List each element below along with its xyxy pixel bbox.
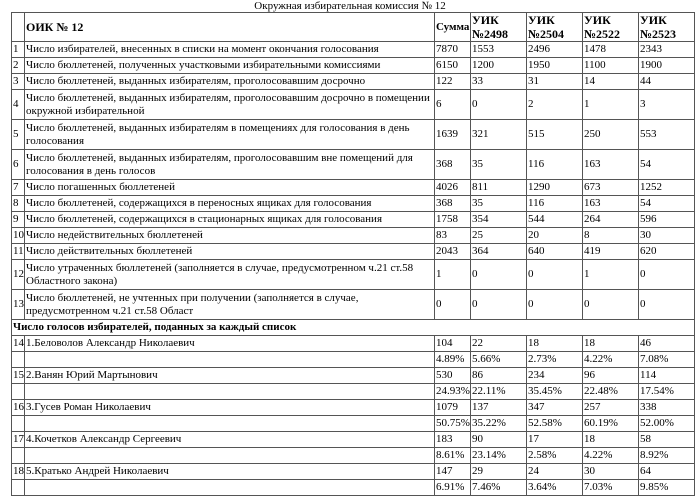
candidate-percent: 60.19% xyxy=(583,416,639,432)
row-sum: 1 xyxy=(435,260,471,290)
candidate-votes: 234 xyxy=(527,368,583,384)
header-num xyxy=(12,13,25,42)
row-label: Число недействительных бюллетеней xyxy=(25,228,435,244)
row-label: Число бюллетеней, полученных участковыми избирательными комиссиями xyxy=(25,58,435,74)
candidate-percent: 52.00% xyxy=(639,416,695,432)
table-row xyxy=(12,90,695,120)
header-sum: Сумма xyxy=(435,13,471,42)
candidate-row xyxy=(12,368,695,384)
candidate-name: 1.Беловолов Александр Николаевич xyxy=(25,336,435,352)
candidate-percent: 7.46% xyxy=(471,480,527,496)
candidate-votes: 30 xyxy=(583,464,639,480)
candidate-percent: 8.92% xyxy=(639,448,695,464)
row-value: 364 xyxy=(471,244,527,260)
row-value: 811 xyxy=(471,180,527,196)
row-number: 12 xyxy=(12,260,25,290)
candidate-votes: 18 xyxy=(527,336,583,352)
row-value: 35 xyxy=(471,150,527,180)
row-number-empty xyxy=(12,416,25,432)
row-number: 14 xyxy=(12,336,25,352)
row-value: 14 xyxy=(583,74,639,90)
row-value: 1 xyxy=(583,260,639,290)
row-value: 419 xyxy=(583,244,639,260)
candidate-name-empty xyxy=(25,448,435,464)
row-value: 25 xyxy=(471,228,527,244)
candidate-row xyxy=(12,400,695,416)
row-number: 11 xyxy=(12,244,25,260)
row-number: 4 xyxy=(12,90,25,120)
table-row xyxy=(12,244,695,260)
candidate-row xyxy=(12,464,695,480)
candidate-percent: 52.58% xyxy=(527,416,583,432)
row-value: 515 xyxy=(527,120,583,150)
candidate-name: 4.Кочетков Александр Сергеевич xyxy=(25,432,435,448)
candidate-votes: 46 xyxy=(639,336,695,352)
candidate-percent-row xyxy=(12,384,695,400)
row-value: 354 xyxy=(471,212,527,228)
row-value: 54 xyxy=(639,196,695,212)
candidate-name: 5.Кратько Андрей Николаевич xyxy=(25,464,435,480)
candidate-name-empty xyxy=(25,480,435,496)
row-number: 17 xyxy=(12,432,25,448)
row-number: 9 xyxy=(12,212,25,228)
page-title: Окружная избирательная комиссия № 12 xyxy=(254,0,446,12)
row-label: Число бюллетеней, выданных избирателям, проголосовавшим вне помещений для голосования в день голосов xyxy=(25,150,435,180)
row-value: 1478 xyxy=(583,42,639,58)
row-number: 3 xyxy=(12,74,25,90)
candidate-percent: 22.48% xyxy=(583,384,639,400)
table-row xyxy=(12,228,695,244)
header-uik: УИК №2504 xyxy=(527,13,583,42)
candidate-percent: 9.85% xyxy=(639,480,695,496)
candidate-votes: 338 xyxy=(639,400,695,416)
candidate-percent: 35.45% xyxy=(527,384,583,400)
candidate-sum-percent: 4.89% xyxy=(435,352,471,368)
row-number-empty xyxy=(12,480,25,496)
row-label: Число действительных бюллетеней xyxy=(25,244,435,260)
candidate-percent-row xyxy=(12,480,695,496)
candidate-percent-row xyxy=(12,416,695,432)
candidate-percent: 5.66% xyxy=(471,352,527,368)
candidate-percent: 4.22% xyxy=(583,448,639,464)
candidate-percent-row xyxy=(12,352,695,368)
row-number-empty xyxy=(12,448,25,464)
header-uik: УИК №2523 xyxy=(639,13,695,42)
row-value: 2343 xyxy=(639,42,695,58)
results-table xyxy=(11,12,695,496)
candidate-row xyxy=(12,336,695,352)
header-uik: УИК №2522 xyxy=(583,13,639,42)
candidate-sum: 1079 xyxy=(435,400,471,416)
candidate-sum: 104 xyxy=(435,336,471,352)
row-number: 15 xyxy=(12,368,25,384)
row-value: 8 xyxy=(583,228,639,244)
table-row xyxy=(12,42,695,58)
row-label: Число бюллетеней, выданных избирателям, проголосовавшим досрочно в помещении окружной избирательной xyxy=(25,90,435,120)
row-value: 250 xyxy=(583,120,639,150)
candidate-votes: 90 xyxy=(471,432,527,448)
row-value: 35 xyxy=(471,196,527,212)
candidate-name: 3.Гусев Роман Николаевич xyxy=(25,400,435,416)
row-sum: 2043 xyxy=(435,244,471,260)
row-value: 163 xyxy=(583,196,639,212)
candidate-name-empty xyxy=(25,384,435,400)
candidate-percent-row xyxy=(12,448,695,464)
table-row xyxy=(12,180,695,196)
row-value: 116 xyxy=(527,150,583,180)
table-row xyxy=(12,290,695,320)
row-value: 0 xyxy=(639,290,695,320)
row-label: Число бюллетеней, выданных избирателям в помещениях для голосования в день голосования xyxy=(25,120,435,150)
candidate-name-empty xyxy=(25,416,435,432)
header-uik: УИК №2498 xyxy=(471,13,527,42)
candidate-row xyxy=(12,432,695,448)
candidate-sum: 183 xyxy=(435,432,471,448)
row-value: 596 xyxy=(639,212,695,228)
table-row xyxy=(12,150,695,180)
table-row xyxy=(12,196,695,212)
table-row xyxy=(12,58,695,74)
row-number: 7 xyxy=(12,180,25,196)
row-number-empty xyxy=(12,352,25,368)
row-value: 3 xyxy=(639,90,695,120)
candidate-percent: 4.22% xyxy=(583,352,639,368)
candidate-sum-percent: 24.93% xyxy=(435,384,471,400)
row-number: 16 xyxy=(12,400,25,416)
candidate-percent: 2.58% xyxy=(527,448,583,464)
row-number: 13 xyxy=(12,290,25,320)
candidate-votes: 64 xyxy=(639,464,695,480)
candidate-percent: 7.08% xyxy=(639,352,695,368)
row-sum: 6150 xyxy=(435,58,471,74)
row-value: 1100 xyxy=(583,58,639,74)
row-sum: 368 xyxy=(435,196,471,212)
candidate-percent: 2.73% xyxy=(527,352,583,368)
candidate-votes: 137 xyxy=(471,400,527,416)
row-label: Число бюллетеней, не учтенных при получении (заполняется в случае, предусмотренном ч.21 ст.58 Област xyxy=(25,290,435,320)
candidate-votes: 18 xyxy=(583,432,639,448)
row-label: Число бюллетеней, выданных избирателям, проголосовавшим досрочно xyxy=(25,74,435,90)
candidate-votes: 29 xyxy=(471,464,527,480)
row-value: 640 xyxy=(527,244,583,260)
candidate-sum-percent: 8.61% xyxy=(435,448,471,464)
candidate-votes: 86 xyxy=(471,368,527,384)
candidate-sum: 530 xyxy=(435,368,471,384)
candidate-votes: 24 xyxy=(527,464,583,480)
row-value: 0 xyxy=(471,90,527,120)
row-value: 54 xyxy=(639,150,695,180)
candidate-sum-percent: 50.75% xyxy=(435,416,471,432)
row-value: 20 xyxy=(527,228,583,244)
row-sum: 1758 xyxy=(435,212,471,228)
row-value: 44 xyxy=(639,74,695,90)
row-sum: 7870 xyxy=(435,42,471,58)
row-number: 10 xyxy=(12,228,25,244)
row-sum: 4026 xyxy=(435,180,471,196)
candidate-name-empty xyxy=(25,352,435,368)
row-label: Число избирателей, внесенных в списки на момент окончания голосования xyxy=(25,42,435,58)
row-number: 8 xyxy=(12,196,25,212)
row-value: 620 xyxy=(639,244,695,260)
row-value: 264 xyxy=(583,212,639,228)
row-value: 553 xyxy=(639,120,695,150)
row-value: 0 xyxy=(471,290,527,320)
candidate-name: 2.Ванян Юрий Мартынович xyxy=(25,368,435,384)
candidate-votes: 58 xyxy=(639,432,695,448)
row-sum: 0 xyxy=(435,290,471,320)
row-number: 6 xyxy=(12,150,25,180)
row-label: Число утраченных бюллетеней (заполняется в случае, предусмотренном ч.21 ст.58 Областного закона) xyxy=(25,260,435,290)
row-value: 0 xyxy=(583,290,639,320)
row-value: 31 xyxy=(527,74,583,90)
table-row xyxy=(12,120,695,150)
row-value: 1950 xyxy=(527,58,583,74)
header-oik: ОИК № 12 xyxy=(25,13,435,42)
candidate-votes: 257 xyxy=(583,400,639,416)
row-value: 2 xyxy=(527,90,583,120)
row-label: Число бюллетеней, содержащихся в переносных ящиках для голосования xyxy=(25,196,435,212)
table-row xyxy=(12,260,695,290)
row-value: 1200 xyxy=(471,58,527,74)
candidate-percent: 22.11% xyxy=(471,384,527,400)
candidate-percent: 23.14% xyxy=(471,448,527,464)
row-value: 0 xyxy=(471,260,527,290)
table-row xyxy=(12,212,695,228)
candidate-votes: 18 xyxy=(583,336,639,352)
row-value: 0 xyxy=(639,260,695,290)
row-value: 30 xyxy=(639,228,695,244)
candidate-votes: 347 xyxy=(527,400,583,416)
row-value: 1553 xyxy=(471,42,527,58)
candidate-percent: 7.03% xyxy=(583,480,639,496)
candidate-sum: 147 xyxy=(435,464,471,480)
candidate-votes: 22 xyxy=(471,336,527,352)
row-value: 1290 xyxy=(527,180,583,196)
candidate-sum-percent: 6.91% xyxy=(435,480,471,496)
candidate-percent: 35.22% xyxy=(471,416,527,432)
header-row xyxy=(12,13,695,42)
row-value: 116 xyxy=(527,196,583,212)
row-value: 673 xyxy=(583,180,639,196)
candidate-votes: 114 xyxy=(639,368,695,384)
row-number: 1 xyxy=(12,42,25,58)
row-label: Число бюллетеней, содержащихся в стационарных ящиках для голосования xyxy=(25,212,435,228)
table-row xyxy=(12,74,695,90)
row-number: 18 xyxy=(12,464,25,480)
row-value: 0 xyxy=(527,260,583,290)
row-value: 0 xyxy=(527,290,583,320)
row-number: 2 xyxy=(12,58,25,74)
row-sum: 122 xyxy=(435,74,471,90)
row-label: Число погашенных бюллетеней xyxy=(25,180,435,196)
row-value: 1 xyxy=(583,90,639,120)
row-value: 2496 xyxy=(527,42,583,58)
row-number-empty xyxy=(12,384,25,400)
row-sum: 83 xyxy=(435,228,471,244)
candidate-votes: 96 xyxy=(583,368,639,384)
row-value: 321 xyxy=(471,120,527,150)
candidate-votes: 17 xyxy=(527,432,583,448)
row-value: 544 xyxy=(527,212,583,228)
row-sum: 1639 xyxy=(435,120,471,150)
row-value: 1252 xyxy=(639,180,695,196)
candidate-percent: 17.54% xyxy=(639,384,695,400)
row-sum: 6 xyxy=(435,90,471,120)
row-value: 33 xyxy=(471,74,527,90)
candidate-percent: 3.64% xyxy=(527,480,583,496)
row-number: 5 xyxy=(12,120,25,150)
row-value: 1900 xyxy=(639,58,695,74)
section-label: Число голосов избирателей, поданных за каждый список xyxy=(12,320,695,336)
row-value: 163 xyxy=(583,150,639,180)
section-row xyxy=(12,320,695,336)
row-sum: 368 xyxy=(435,150,471,180)
